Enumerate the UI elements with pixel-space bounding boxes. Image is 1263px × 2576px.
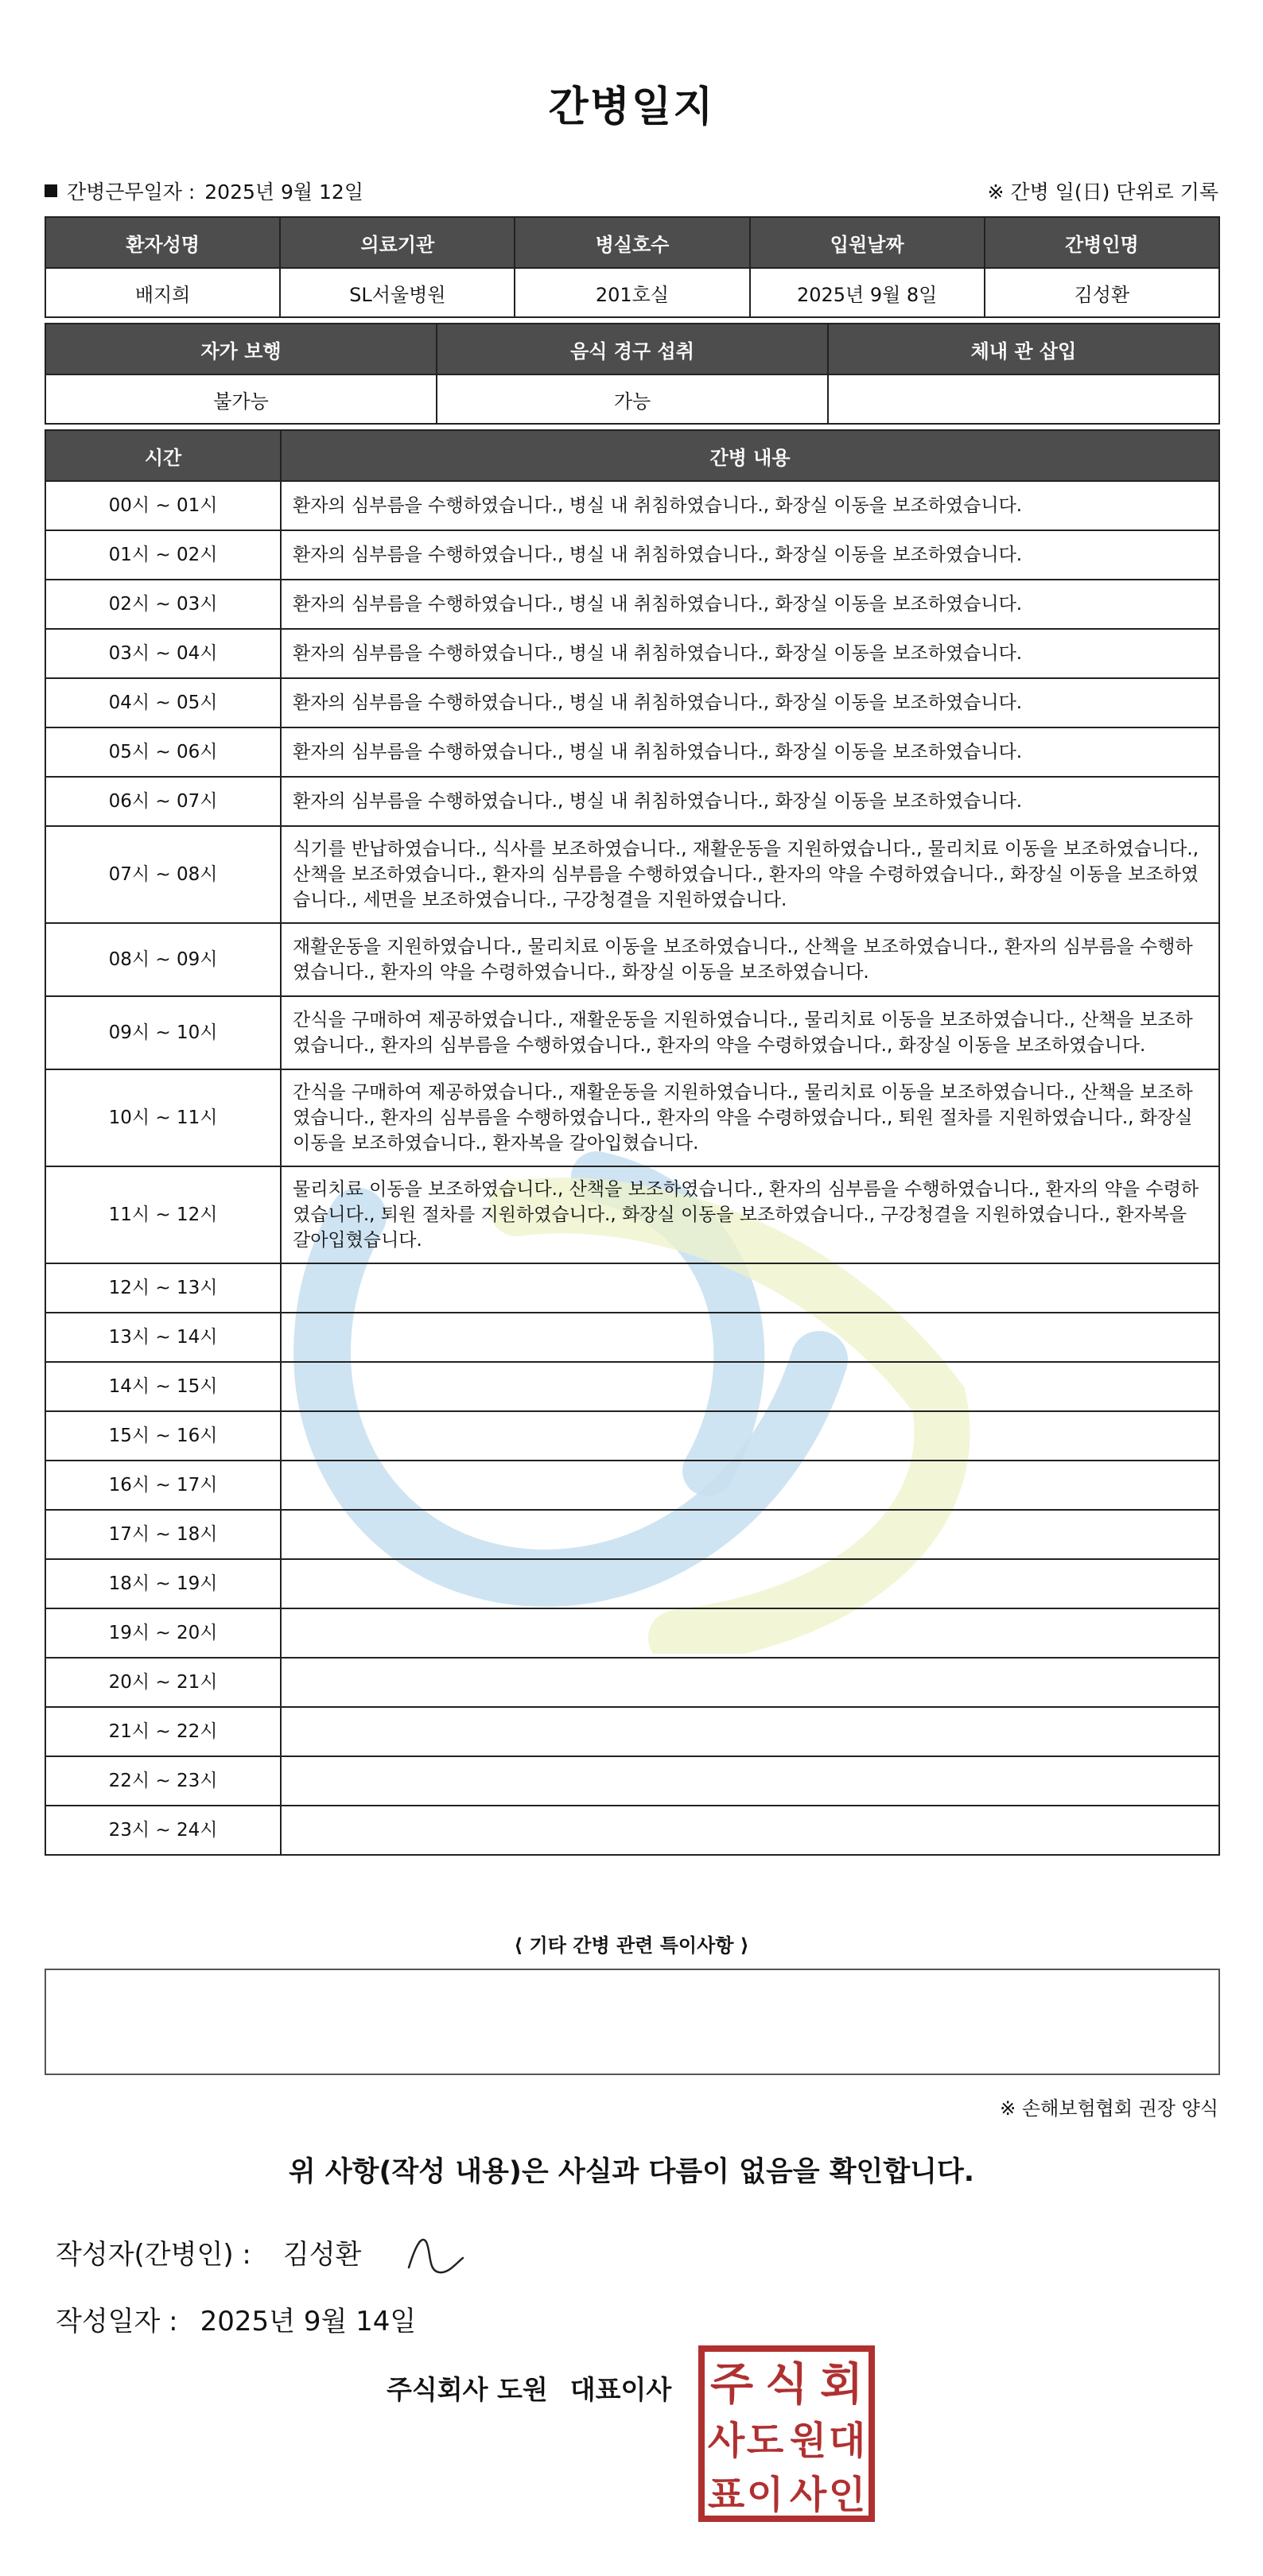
log-time: 21시 ~ 22시 [45, 1707, 281, 1756]
log-time: 11시 ~ 12시 [45, 1166, 281, 1263]
header-room: 병실호수 [515, 217, 749, 268]
log-row [45, 1263, 1219, 1313]
log-time: 12시 ~ 13시 [45, 1263, 281, 1313]
log-content: 환자의 심부름을 수행하였습니다., 병실 내 취침하였습니다., 화장실 이동을 보조하였습니다. [281, 580, 1219, 629]
seal-glyph: 회 [819, 2359, 864, 2411]
author-label: 작성자(간병인) : [56, 2239, 251, 2271]
log-content [281, 1756, 1219, 1806]
log-time: 18시 ~ 19시 [45, 1559, 281, 1608]
log-row [45, 1608, 1219, 1658]
log-row [45, 727, 1219, 777]
log-row [45, 1166, 1219, 1263]
notes-label: ⟨ 기타 간병 관련 특이사항 ⟩ [514, 1934, 749, 1957]
author-line [56, 2233, 361, 2271]
log-time: 17시 ~ 18시 [45, 1510, 281, 1559]
log-content [281, 1510, 1219, 1559]
company-title: 대표이사 [569, 2374, 672, 2405]
seal-glyph: 표 [707, 2473, 745, 2517]
log-row [45, 1313, 1219, 1362]
log-time: 22시 ~ 23시 [45, 1756, 281, 1806]
log-time: 01시 ~ 02시 [45, 530, 281, 580]
caregiver-name: 김성환 [985, 268, 1219, 317]
log-content [281, 1411, 1219, 1461]
log-content: 환자의 심부름을 수행하였습니다., 병실 내 취침하였습니다., 화장실 이동을 보조하였습니다. [281, 481, 1219, 530]
seal-glyph: 인 [828, 2473, 866, 2517]
log-time: 00시 ~ 01시 [45, 481, 281, 530]
log-content [281, 1263, 1219, 1313]
seal-glyph: 주 [709, 2359, 754, 2411]
header-care-content: 간병 내용 [281, 430, 1219, 481]
log-time: 16시 ~ 17시 [45, 1461, 281, 1510]
written-date-line [56, 2299, 416, 2338]
log-row [45, 1510, 1219, 1559]
hospital-name: SL서울병원 [280, 268, 515, 317]
log-content [281, 1362, 1219, 1411]
log-row [45, 777, 1219, 826]
log-content: 환자의 심부름을 수행하였습니다., 병실 내 취침하였습니다., 화장실 이동을 보조하였습니다. [281, 530, 1219, 580]
log-time: 14시 ~ 15시 [45, 1362, 281, 1411]
log-time: 08시 ~ 09시 [45, 923, 281, 996]
log-row [45, 1362, 1219, 1411]
log-row [45, 1559, 1219, 1608]
log-time: 07시 ~ 08시 [45, 826, 281, 923]
log-content [281, 1806, 1219, 1855]
work-date-label: 간병근무일자 : [67, 180, 196, 204]
log-content: 환자의 심부름을 수행하였습니다., 병실 내 취침하였습니다., 화장실 이동을 보조하였습니다. [281, 727, 1219, 777]
log-row [45, 481, 1219, 530]
header-time: 시간 [45, 430, 281, 481]
seal-glyph: 사 [707, 2419, 745, 2463]
log-time: 02시 ~ 03시 [45, 580, 281, 629]
header-caregiver: 간병인명 [985, 217, 1219, 268]
log-content: 간식을 구매하여 제공하였습니다., 재활운동을 지원하였습니다., 물리치료 이동을 보조하였습니다., 산책을 보조하였습니다., 환자의 심부름을 수행하였습니다., 환자의 약을 수령하였습니다., 퇴원 절차를 지원하였습니다., 화장실 이동을 보조하였습니다., 환자복을 갈아입혔습니다. [281, 1069, 1219, 1166]
patient-name: 배지희 [45, 268, 280, 317]
log-time: 06시 ~ 07시 [45, 777, 281, 826]
log-time: 04시 ~ 05시 [45, 678, 281, 727]
log-content [281, 1707, 1219, 1756]
log-row [45, 826, 1219, 923]
patient-info-table [45, 216, 1220, 318]
header-oral-intake: 음식 경구 섭취 [437, 324, 828, 374]
handwritten-signature [404, 2231, 468, 2279]
care-log-rows [45, 481, 1219, 1855]
log-row [45, 923, 1219, 996]
company-line [387, 2369, 671, 2407]
work-date [45, 177, 363, 205]
log-time: 10시 ~ 11시 [45, 1069, 281, 1166]
log-content [281, 1658, 1219, 1707]
square-bullet-icon [45, 184, 57, 197]
admission-date: 2025년 9월 8일 [750, 268, 985, 317]
log-row [45, 1461, 1219, 1510]
notes-box [45, 1969, 1220, 2075]
written-date-value: 2025년 9월 14일 [200, 2306, 417, 2337]
log-row [45, 629, 1219, 678]
tube-insertion-value [828, 374, 1219, 424]
author-name: 김성환 [282, 2239, 362, 2271]
log-row [45, 1411, 1219, 1461]
log-time: 03시 ~ 04시 [45, 629, 281, 678]
log-row [45, 1069, 1219, 1166]
log-content: 간식을 구매하여 제공하였습니다., 재활운동을 지원하였습니다., 물리치료 이동을 보조하였습니다., 산책을 보조하였습니다., 환자의 심부름을 수행하였습니다., 환자의 약을 수령하였습니다., 화장실 이동을 보조하였습니다. [281, 996, 1219, 1069]
unit-note: ※ 간병 일(日) 단위로 기록 [987, 180, 1218, 204]
form-source-note: ※ 손해보험협회 권장 양식 [1000, 2097, 1218, 2120]
seal-glyph: 대 [828, 2419, 866, 2463]
log-time: 09시 ~ 10시 [45, 996, 281, 1069]
seal-glyph: 원 [789, 2419, 827, 2463]
log-content: 환자의 심부름을 수행하였습니다., 병실 내 취침하였습니다., 화장실 이동을 보조하였습니다. [281, 629, 1219, 678]
log-content [281, 1559, 1219, 1608]
company-name: 주식회사 도원 [387, 2374, 548, 2405]
patient-status-table [45, 323, 1220, 425]
header-hospital: 의료기관 [280, 217, 515, 268]
seal-glyph: 이 [746, 2473, 784, 2517]
document-title: 간병일지 [548, 83, 715, 131]
log-row [45, 1707, 1219, 1756]
self-walking-value: 불가능 [45, 374, 437, 424]
log-time: 20시 ~ 21시 [45, 1658, 281, 1707]
log-row [45, 678, 1219, 727]
log-row [45, 580, 1219, 629]
log-time: 13시 ~ 14시 [45, 1313, 281, 1362]
log-row [45, 996, 1219, 1069]
written-date-label: 작성일자 : [56, 2306, 178, 2337]
log-content: 환자의 심부름을 수행하였습니다., 병실 내 취침하였습니다., 화장실 이동을 보조하였습니다. [281, 678, 1219, 727]
work-date-value: 2025년 9월 12일 [204, 180, 363, 204]
seal-glyph: 사 [789, 2473, 827, 2517]
header-patient-name: 환자성명 [45, 217, 280, 268]
log-content [281, 1461, 1219, 1510]
log-content [281, 1313, 1219, 1362]
log-row [45, 1658, 1219, 1707]
log-time: 15시 ~ 16시 [45, 1411, 281, 1461]
log-content: 식기를 반납하였습니다., 식사를 보조하였습니다., 재활운동을 지원하였습니다., 물리치료 이동을 보조하였습니다., 산책을 보조하였습니다., 환자의 심부름을 수행하였습니다., 환자의 약을 수령하였습니다., 화장실 이동을 보조하였습니다., 세면을 보조하였습니다., 구강청결을 지원하였습니다. [281, 826, 1219, 923]
confirmation-statement: 위 사항(작성 내용)은 사실과 다름이 없음을 확인합니다. [288, 2156, 975, 2188]
log-time: 23시 ~ 24시 [45, 1806, 281, 1855]
log-content: 재활운동을 지원하였습니다., 물리치료 이동을 보조하였습니다., 산책을 보조하였습니다., 환자의 심부름을 수행하였습니다., 환자의 약을 수령하였습니다., 화장실 이동을 보조하였습니다. [281, 923, 1219, 996]
log-time: 05시 ~ 06시 [45, 727, 281, 777]
log-time: 19시 ~ 20시 [45, 1608, 281, 1658]
header-admission-date: 입원날짜 [750, 217, 985, 268]
log-row [45, 1806, 1219, 1855]
log-row [45, 530, 1219, 580]
log-row [45, 1756, 1219, 1806]
care-log-table [45, 429, 1220, 1856]
header-tube-insertion: 체내 관 삽입 [828, 324, 1219, 374]
seal-glyph: 도 [746, 2419, 784, 2463]
company-seal [697, 2344, 876, 2524]
log-content [281, 1608, 1219, 1658]
room-number: 201호실 [515, 268, 749, 317]
seal-glyph: 식 [764, 2359, 809, 2411]
header-self-walking: 자가 보행 [45, 324, 437, 374]
log-content: 환자의 심부름을 수행하였습니다., 병실 내 취침하였습니다., 화장실 이동을 보조하였습니다. [281, 777, 1219, 826]
log-content: 물리치료 이동을 보조하였습니다., 산책을 보조하였습니다., 환자의 심부름을 수행하였습니다., 환자의 약을 수령하였습니다., 퇴원 절차를 지원하였습니다., 화장실 이동을 보조하였습니다., 구강청결을 지원하였습니다., 환자복을 갈아입혔습니다. [281, 1166, 1219, 1263]
oral-intake-value: 가능 [437, 374, 828, 424]
